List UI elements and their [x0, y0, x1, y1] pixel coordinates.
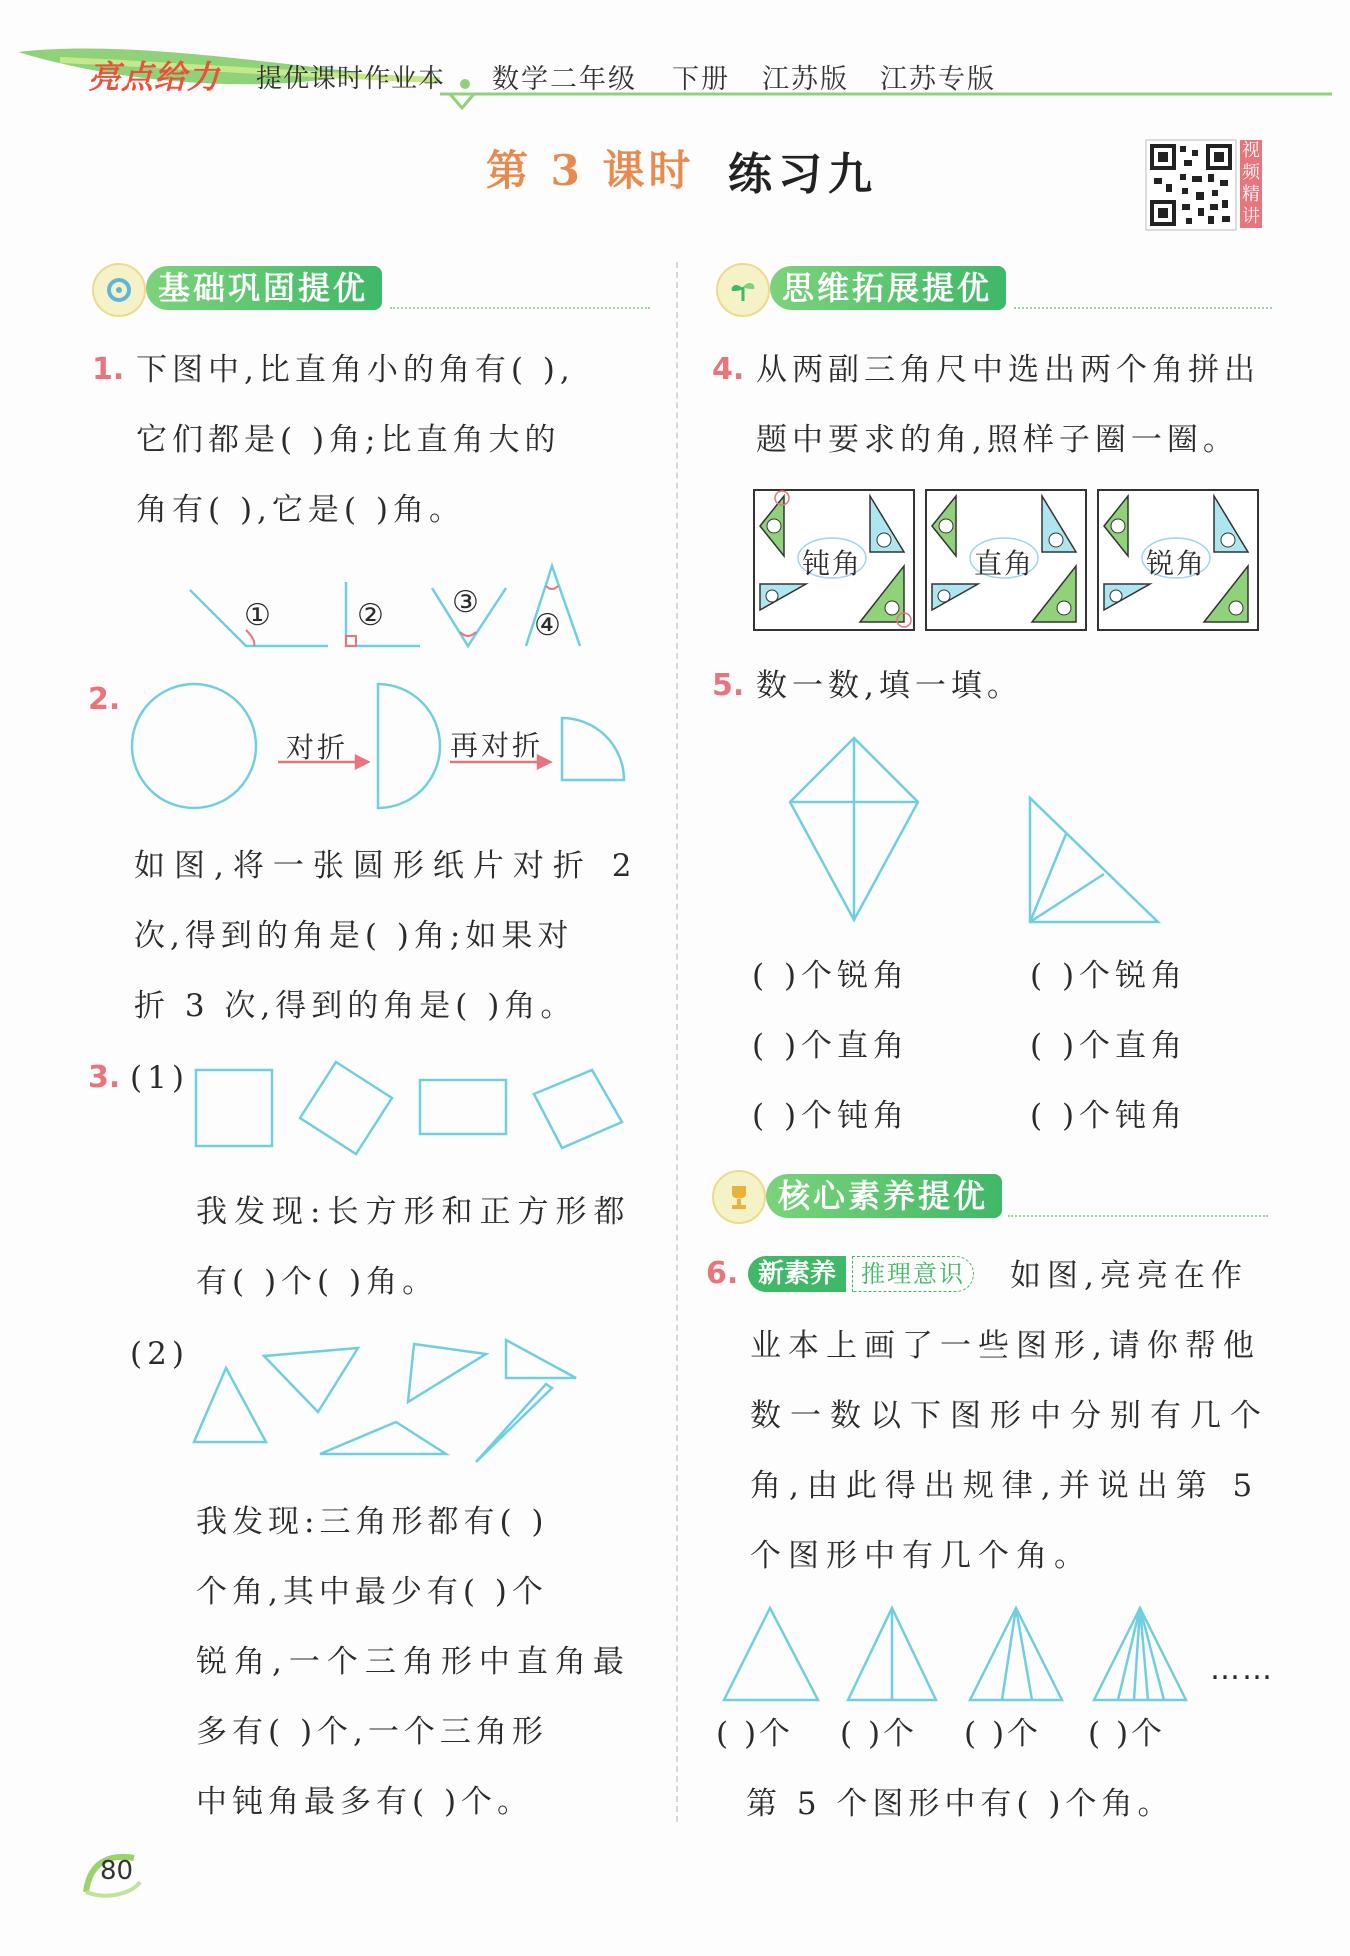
section-thinking-title: 思维拓展提优	[770, 266, 1006, 310]
q5-left-row-1: ( )个锐角	[752, 958, 910, 994]
q6-tag-sub: 推理意识	[852, 1256, 974, 1292]
q5-right-row-2: ( )个直角	[1030, 1028, 1188, 1064]
q3-p2-line1: 我发现:三角形都有( )	[196, 1504, 549, 1540]
q1-line2: 它们都是( )角;比直角大的	[136, 422, 561, 458]
question-3-number: 3.	[88, 1060, 121, 1095]
fold-twice-label: 再对折	[450, 729, 544, 762]
fold-once-label: 对折	[286, 731, 349, 764]
q5-line1: 数一数,填一填。	[756, 668, 1023, 704]
q6-blank-3: ( )个	[964, 1716, 1042, 1752]
question-6-number: 6.	[706, 1256, 739, 1291]
q6-blank-1: ( )个	[716, 1716, 794, 1752]
q2-folding-figures	[130, 680, 650, 820]
q5-left-row-2: ( )个直角	[752, 1028, 910, 1064]
q6-ellipsis: ……	[1210, 1652, 1274, 1687]
q2-line3: 折 3 次,得到的角是( )角。	[134, 988, 577, 1024]
volume-label: 下册	[672, 64, 730, 95]
q6-line5: 个图形中有几个角。	[750, 1538, 1092, 1574]
q1-label-4: ④	[534, 608, 561, 643]
q3-p2-line4: 多有( )个,一个三角形	[196, 1714, 548, 1750]
lesson-title: 练习九	[728, 149, 878, 200]
q3-p1-line1: 我发现:长方形和正方形都	[196, 1194, 632, 1230]
q6-line1: 如图,亮亮在作	[1010, 1258, 1248, 1294]
q5-right-row-1: ( )个锐角	[1030, 958, 1188, 994]
brand-logo: 亮点给力	[88, 58, 221, 96]
section-core-title: 核心素养提优	[766, 1174, 1002, 1218]
q6-answer-line: 第 5 个图形中有( )个角。	[746, 1786, 1174, 1822]
q1-label-1: ①	[244, 598, 271, 633]
q6-line2: 业本上画了一些图形,请你帮他	[750, 1328, 1261, 1364]
section-thinking-rule	[1014, 307, 1272, 309]
gear-icon	[92, 263, 146, 317]
section-basic-title: 基础巩固提优	[146, 266, 382, 310]
q6-tag-main: 新素养	[748, 1256, 846, 1292]
section-core-rule	[1008, 1215, 1268, 1217]
q4-box2-label: 直角	[974, 547, 1035, 580]
subject-label: 数学二年级	[492, 64, 637, 95]
edition-label: 江苏版	[762, 64, 849, 95]
q5-kite-and-triangle	[784, 734, 1204, 934]
sprout-icon	[716, 263, 770, 317]
question-4-number: 4.	[712, 352, 745, 387]
q4-line1: 从两副三角尺中选出两个角拼出	[756, 352, 1260, 388]
q3-part2-label: (2)	[130, 1336, 189, 1372]
lesson-number: 第 3 课时	[486, 146, 695, 195]
q6-line3: 数一数以下图形中分别有几个	[750, 1398, 1270, 1434]
question-1-number: 1.	[92, 352, 125, 387]
q5-right-row-3: ( )个钝角	[1030, 1098, 1188, 1134]
qr-caption: 视频精讲	[1242, 140, 1260, 227]
series-name: 提优课时作业本	[256, 64, 446, 94]
q3-quadrilateral-figures	[192, 1058, 632, 1168]
q6-blank-2: ( )个	[840, 1716, 918, 1752]
q2-line2: 次,得到的角是( )角;如果对	[134, 918, 574, 954]
q5-left-row-3: ( )个钝角	[752, 1098, 910, 1134]
q2-line1: 如图,将一张圆形纸片对折 2	[134, 848, 641, 884]
q6-line4: 角,由此得出规律,并说出第 5	[750, 1468, 1261, 1504]
trophy-icon	[712, 1170, 766, 1224]
question-2-number: 2.	[88, 682, 121, 717]
q3-p2-line5: 中钝角最多有( )个。	[196, 1784, 534, 1820]
question-5-number: 5.	[712, 668, 745, 703]
q6-triangle-sequence	[722, 1604, 1202, 1714]
qr-code-icon	[1146, 140, 1236, 230]
special-edition-label: 江苏专版	[880, 64, 996, 95]
column-divider	[676, 262, 678, 1822]
q1-label-3: ③	[452, 585, 479, 620]
q4-line2: 题中要求的角,照样子圈一圈。	[756, 422, 1239, 458]
q3-triangle-figures	[190, 1330, 590, 1480]
page-number: 80	[100, 1856, 134, 1886]
q3-p2-line3: 锐角,一个三角形中直角最	[196, 1644, 631, 1680]
q3-p1-line2: 有( )个( )角。	[196, 1264, 439, 1300]
q3-p2-line2: 个角,其中最少有( )个	[196, 1574, 548, 1610]
q1-line3: 角有( ),它是( )角。	[136, 492, 465, 528]
q6-blank-4: ( )个	[1088, 1716, 1166, 1752]
q3-part1-label: (1)	[130, 1060, 189, 1096]
q4-box1-label: 钝角	[802, 547, 863, 580]
q4-box3-label: 锐角	[1146, 547, 1207, 580]
q1-label-2: ②	[357, 598, 384, 633]
q1-line1: 下图中,比直角小的角有( ),	[136, 352, 575, 388]
section-basic-rule	[390, 307, 650, 309]
